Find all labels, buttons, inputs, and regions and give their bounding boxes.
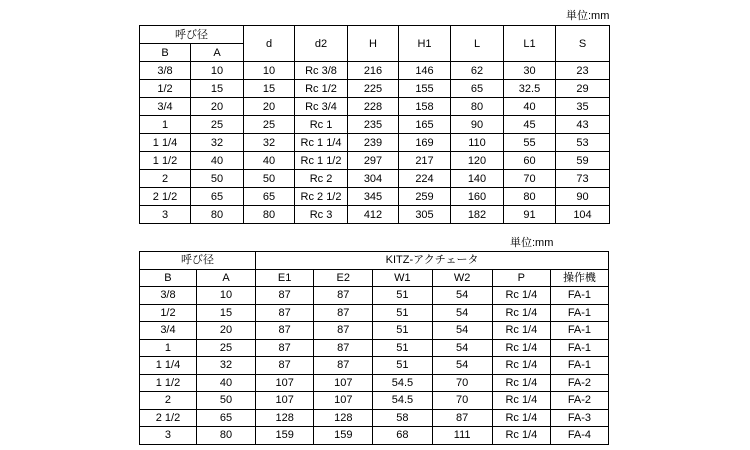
table-cell: 3/4 <box>140 98 191 116</box>
table-cell: 10 <box>244 62 295 80</box>
table-cell: 3 <box>140 427 197 445</box>
table-cell: 2 1/2 <box>140 409 197 427</box>
table-cell: 87 <box>314 322 373 340</box>
table-cell: 54 <box>432 287 492 305</box>
table-row <box>140 116 610 134</box>
table-cell: 107 <box>314 392 373 410</box>
table-cell: 1 1/4 <box>140 357 197 375</box>
table-cell: 20 <box>191 98 244 116</box>
col-header-w1: W1 <box>373 269 432 287</box>
table-cell: 160 <box>451 188 504 206</box>
table-cell: Rc 1/4 <box>492 304 550 322</box>
table-cell: 87 <box>314 304 373 322</box>
table-cell: Rc 1/4 <box>492 357 550 375</box>
col-header-e1: E1 <box>256 269 314 287</box>
table-cell: 40 <box>504 98 556 116</box>
table-cell: 104 <box>556 206 610 224</box>
table-cell: 91 <box>504 206 556 224</box>
table-cell: 25 <box>244 116 295 134</box>
table-cell: 2 <box>140 392 197 410</box>
table-cell: 60 <box>504 152 556 170</box>
unit-label-table1: 単位:mm <box>566 10 610 22</box>
table-cell: 55 <box>504 134 556 152</box>
table-cell: 2 1/2 <box>140 188 191 206</box>
table-cell: 1 1/2 <box>140 152 191 170</box>
table-cell: 87 <box>256 304 314 322</box>
table-cell: FA-3 <box>550 409 608 427</box>
table-cell: 54.5 <box>373 392 432 410</box>
table-cell: 1 <box>140 116 191 134</box>
table-cell: 23 <box>556 62 610 80</box>
table-cell: 45 <box>504 116 556 134</box>
table-row <box>140 339 609 357</box>
table-cell: 30 <box>504 62 556 80</box>
table-cell: 54 <box>432 322 492 340</box>
table-cell: 50 <box>244 170 295 188</box>
table-row <box>140 62 610 80</box>
table-cell: 50 <box>191 170 244 188</box>
dimensions-table <box>139 25 610 224</box>
table-row <box>140 152 610 170</box>
table-cell: 70 <box>504 170 556 188</box>
table-cell: 29 <box>556 80 610 98</box>
col-header-e2: E2 <box>314 269 373 287</box>
table-cell: 228 <box>348 98 399 116</box>
table-row <box>140 304 609 322</box>
table-cell: FA-1 <box>550 287 608 305</box>
table-cell: 80 <box>244 206 295 224</box>
table-cell: 65 <box>196 409 255 427</box>
table-cell: Rc 2 <box>295 170 348 188</box>
col-header-p: P <box>492 269 550 287</box>
table-row <box>140 170 610 188</box>
table-row <box>140 98 610 116</box>
table-cell: FA-1 <box>550 304 608 322</box>
table-cell: 73 <box>556 170 610 188</box>
table-cell: 158 <box>399 98 451 116</box>
table-cell: 32 <box>191 134 244 152</box>
table-cell: 182 <box>451 206 504 224</box>
table-cell: Rc 1/4 <box>492 427 550 445</box>
table-cell: 90 <box>451 116 504 134</box>
table-row <box>140 134 610 152</box>
table-cell: FA-4 <box>550 427 608 445</box>
table-cell: 87 <box>314 287 373 305</box>
table-cell: 32.5 <box>504 80 556 98</box>
table-cell: Rc 1 1/2 <box>295 152 348 170</box>
col-header-d: d <box>244 26 295 62</box>
table-cell: 305 <box>399 206 451 224</box>
table-row <box>140 80 610 98</box>
table-row <box>140 392 609 410</box>
nominal-size-header: 呼び径 <box>140 26 244 44</box>
table-cell: 54.5 <box>373 374 432 392</box>
table-cell: 107 <box>256 374 314 392</box>
table-cell: 80 <box>191 206 244 224</box>
table-cell: 1/2 <box>140 80 191 98</box>
table-cell: FA-1 <box>550 357 608 375</box>
table-cell: 65 <box>451 80 504 98</box>
table-cell: 53 <box>556 134 610 152</box>
table-cell: 90 <box>556 188 610 206</box>
table-cell: 59 <box>556 152 610 170</box>
table-cell: 15 <box>244 80 295 98</box>
table-row <box>140 409 609 427</box>
table-cell: 54 <box>432 357 492 375</box>
table-row <box>140 357 609 375</box>
table-cell: 159 <box>256 427 314 445</box>
table-cell: FA-1 <box>550 322 608 340</box>
table-cell: Rc 1/4 <box>492 392 550 410</box>
table-cell: 25 <box>196 339 255 357</box>
table-row <box>140 374 609 392</box>
table-cell: 62 <box>451 62 504 80</box>
table-cell: 87 <box>256 357 314 375</box>
table-cell: 50 <box>196 392 255 410</box>
table-cell: 58 <box>373 409 432 427</box>
col-header-b: B <box>140 44 191 62</box>
table-cell: 107 <box>314 374 373 392</box>
table-cell: 51 <box>373 339 432 357</box>
table-cell: 80 <box>451 98 504 116</box>
table-cell: 65 <box>244 188 295 206</box>
table-cell: 40 <box>244 152 295 170</box>
table-cell: 70 <box>432 374 492 392</box>
table-cell: 224 <box>399 170 451 188</box>
table-cell: 1 1/4 <box>140 134 191 152</box>
table-cell: 165 <box>399 116 451 134</box>
table-cell: FA-2 <box>550 374 608 392</box>
col-header-l: L <box>451 26 504 62</box>
table-cell: 2 <box>140 170 191 188</box>
table-cell: 51 <box>373 357 432 375</box>
table-cell: Rc 1 <box>295 116 348 134</box>
table-cell: Rc 1/4 <box>492 409 550 427</box>
col-header-b: B <box>140 269 197 287</box>
col-header-s: S <box>556 26 610 62</box>
table-cell: 87 <box>256 287 314 305</box>
table-cell: 259 <box>399 188 451 206</box>
table-cell: 140 <box>451 170 504 188</box>
table-cell: 155 <box>399 80 451 98</box>
table-cell: 412 <box>348 206 399 224</box>
table-cell: 51 <box>373 304 432 322</box>
col-header-w2: W2 <box>432 269 492 287</box>
table-cell: FA-1 <box>550 339 608 357</box>
actuator-header: KITZ-アクチェータ <box>256 252 609 270</box>
col-header-h: H <box>348 26 399 62</box>
table-cell: Rc 2 1/2 <box>295 188 348 206</box>
table-cell: 146 <box>399 62 451 80</box>
table-cell: 43 <box>556 116 610 134</box>
table-cell: Rc 3 <box>295 206 348 224</box>
nominal-size-header: 呼び径 <box>140 252 256 270</box>
col-header-l1: L1 <box>504 26 556 62</box>
table-cell: 107 <box>256 392 314 410</box>
table-cell: 111 <box>432 427 492 445</box>
table-cell: 1 <box>140 339 197 357</box>
table-cell: 3/8 <box>140 62 191 80</box>
table-cell: 20 <box>244 98 295 116</box>
table-cell: 70 <box>432 392 492 410</box>
table-cell: 35 <box>556 98 610 116</box>
table-cell: Rc 1/2 <box>295 80 348 98</box>
table-cell: 235 <box>348 116 399 134</box>
table-cell: 120 <box>451 152 504 170</box>
table-cell: Rc 1/4 <box>492 287 550 305</box>
table-cell: 80 <box>196 427 255 445</box>
table-cell: 65 <box>191 188 244 206</box>
table-cell: 51 <box>373 322 432 340</box>
table-cell: 128 <box>256 409 314 427</box>
table-cell: 297 <box>348 152 399 170</box>
table-cell: 87 <box>256 339 314 357</box>
table-cell: 87 <box>256 322 314 340</box>
table-cell: 110 <box>451 134 504 152</box>
table-cell: 40 <box>191 152 244 170</box>
table-cell: 15 <box>191 80 244 98</box>
col-header-h1: H1 <box>399 26 451 62</box>
table-row <box>140 322 609 340</box>
table-cell: Rc 3/8 <box>295 62 348 80</box>
col-header-d2: d2 <box>295 26 348 62</box>
table-cell: 15 <box>196 304 255 322</box>
table-cell: 304 <box>348 170 399 188</box>
table-cell: Rc 1/4 <box>492 374 550 392</box>
table-cell: 128 <box>314 409 373 427</box>
table-row <box>140 206 610 224</box>
table-cell: 54 <box>432 339 492 357</box>
table-cell: 87 <box>314 357 373 375</box>
table-cell: 32 <box>244 134 295 152</box>
table-cell: 54 <box>432 304 492 322</box>
table-cell: 216 <box>348 62 399 80</box>
table-cell: 25 <box>191 116 244 134</box>
table-row <box>140 188 610 206</box>
table-cell: 225 <box>348 80 399 98</box>
table-row <box>140 287 609 305</box>
col-header-operator: 操作機 <box>550 269 608 287</box>
table-cell: 32 <box>196 357 255 375</box>
table-cell: 239 <box>348 134 399 152</box>
table-cell: 10 <box>196 287 255 305</box>
table-cell: 159 <box>314 427 373 445</box>
table-cell: 87 <box>314 339 373 357</box>
table-cell: Rc 3/4 <box>295 98 348 116</box>
col-header-a: A <box>191 44 244 62</box>
table-cell: 217 <box>399 152 451 170</box>
table-cell: Rc 1/4 <box>492 339 550 357</box>
table-cell: 3 <box>140 206 191 224</box>
table-cell: 1/2 <box>140 304 197 322</box>
table-cell: 68 <box>373 427 432 445</box>
table-cell: 40 <box>196 374 255 392</box>
col-header-a: A <box>196 269 255 287</box>
table-cell: 51 <box>373 287 432 305</box>
table-cell: Rc 1 1/4 <box>295 134 348 152</box>
table-cell: 87 <box>432 409 492 427</box>
unit-label-table2: 単位:mm <box>510 237 554 249</box>
table-cell: 10 <box>191 62 244 80</box>
table-row <box>140 427 609 445</box>
actuator-table <box>139 251 609 445</box>
table-cell: 345 <box>348 188 399 206</box>
table-cell: 1 1/2 <box>140 374 197 392</box>
table-cell: 3/8 <box>140 287 197 305</box>
table-cell: 3/4 <box>140 322 197 340</box>
table-cell: 20 <box>196 322 255 340</box>
table-cell: 169 <box>399 134 451 152</box>
table-cell: FA-2 <box>550 392 608 410</box>
table-cell: Rc 1/4 <box>492 322 550 340</box>
table-cell: 80 <box>504 188 556 206</box>
